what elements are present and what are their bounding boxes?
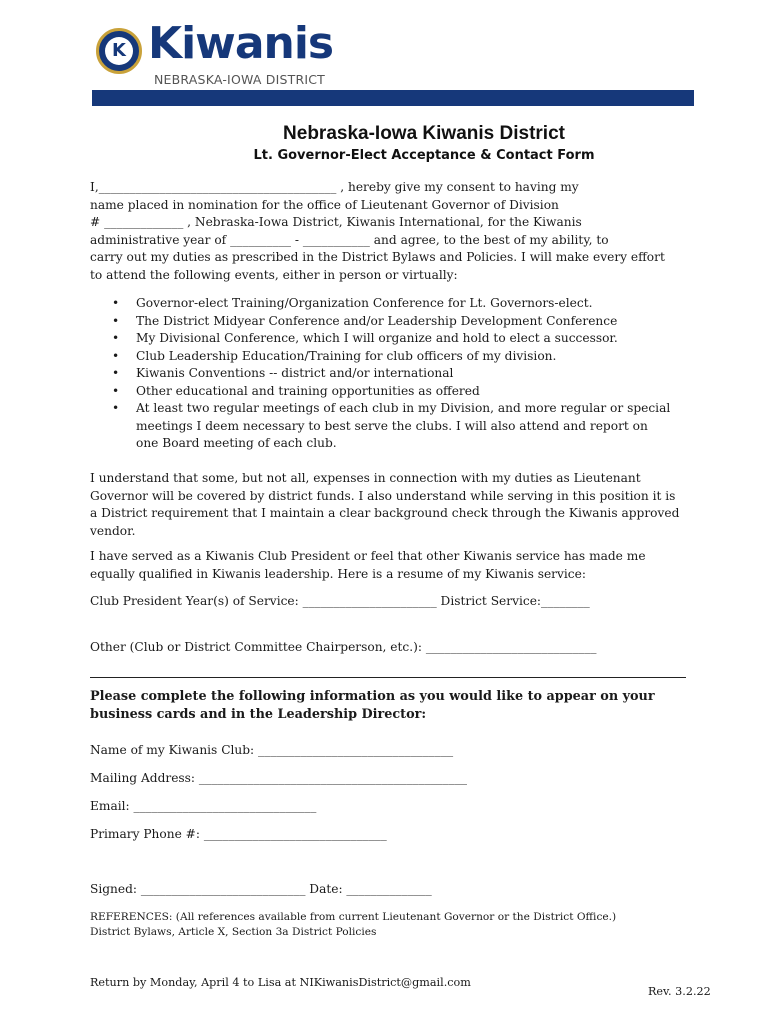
document-subtitle: Lt. Governor-Elect Acceptance & Contact Form bbox=[253, 148, 595, 163]
other-service-field[interactable]: Other (Club or District Committee Chairperson, etc.): ____________________________ bbox=[90, 640, 597, 654]
kiwanis-logo bbox=[96, 18, 356, 94]
list-item: • Kiwanis Conventions -- district and/or international bbox=[112, 365, 672, 383]
consent-paragraph bbox=[90, 179, 670, 284]
expenses-paragraph bbox=[90, 470, 680, 540]
list-item: • At least two regular meetings of each club in my Division, and more regular or special meetings I deem necessary to best serve the clubs. I will also attend and report on one Board meeting of each club. bbox=[112, 400, 672, 453]
paragraph-line: to attend the following events, either in person or virtually: bbox=[90, 267, 458, 282]
paragraph-line: Governor will be covered by district funds. I also understand while serving in this position it is bbox=[90, 488, 676, 503]
paragraph-line: Please complete the following information as you would like to appear on your bbox=[90, 689, 655, 704]
contact-instructions bbox=[90, 688, 680, 723]
paragraph-line: District Bylaws, Article X, Section 3a District Policies bbox=[90, 926, 377, 938]
list-item: • Other educational and training opportunities as offered bbox=[112, 383, 672, 401]
kiwanis-seal-icon bbox=[96, 28, 142, 74]
list-item: • My Divisional Conference, which I will organize and hold to elect a successor. bbox=[112, 330, 672, 348]
paragraph-line: I have served as a Kiwanis Club President or feel that other Kiwanis service has made me bbox=[90, 549, 646, 563]
club-president-service-field[interactable]: Club President Year(s) of Service: ______________________ District Service:________ bbox=[90, 594, 590, 608]
signature-date-field[interactable]: Signed: ___________________________ Date: ______________ bbox=[90, 882, 432, 896]
email-field[interactable]: Email: ______________________________ bbox=[90, 799, 317, 813]
paragraph-line: I,_______________________________________ , hereby give my consent to having my bbox=[90, 180, 579, 194]
paragraph-line: name placed in nomination for the office of Lieutenant Governor of Division bbox=[90, 197, 559, 212]
header-divider-bar bbox=[92, 90, 694, 106]
district-subtitle: NEBRASKA-IOWA DISTRICT bbox=[154, 72, 325, 87]
service-paragraph bbox=[90, 548, 670, 583]
section-divider bbox=[90, 677, 686, 678]
paragraph-line: business cards and in the Leadership Director: bbox=[90, 706, 427, 722]
paragraph-line: a District requirement that I maintain a clear background check through the Kiwanis approved bbox=[90, 506, 680, 520]
paragraph-line: vendor. bbox=[90, 523, 136, 538]
paragraph-line: equally qualified in Kiwanis leadership. Here is a resume of my Kiwanis service: bbox=[90, 566, 586, 581]
paragraph-line: carry out my duties as prescribed in the District Bylaws and Policies. I will make every effort bbox=[90, 250, 665, 264]
club-name-field[interactable]: Name of my Kiwanis Club: ________________________________ bbox=[90, 743, 454, 757]
events-list bbox=[112, 295, 672, 453]
list-item: • Club Leadership Education/Training for club officers of my division. bbox=[112, 348, 672, 366]
paragraph-line: # _____________ , Nebraska-Iowa District, Kiwanis International, for the Kiwanis bbox=[90, 215, 582, 229]
primary-phone-field[interactable]: Primary Phone #: ______________________________ bbox=[90, 827, 387, 841]
seal-letter: K bbox=[105, 37, 133, 65]
references-note bbox=[90, 910, 616, 940]
paragraph-line: I understand that some, but not all, expenses in connection with my duties as Lieutenant bbox=[90, 471, 641, 485]
list-item: • The District Midyear Conference and/or Leadership Development Conference bbox=[112, 313, 672, 331]
list-item: • Governor-elect Training/Organization Conference for Lt. Governors-elect. bbox=[112, 295, 672, 313]
return-instructions: Return by Monday, April 4 to Lisa at NIKiwanisDistrict@gmail.com bbox=[90, 976, 471, 989]
revision-label: Rev. 3.2.22 bbox=[648, 985, 711, 998]
mailing-address-field[interactable]: Mailing Address: ____________________________________________ bbox=[90, 771, 468, 785]
brand-name: Kiwanis bbox=[148, 18, 334, 69]
paragraph-line: administrative year of __________ - ___________ and agree, to the best of my ability, to bbox=[90, 232, 609, 247]
paragraph-line: REFERENCES: (All references available from current Lieutenant Governor or the District Office.) bbox=[90, 911, 617, 923]
document-title: Nebraska-Iowa Kiwanis District bbox=[283, 123, 565, 144]
